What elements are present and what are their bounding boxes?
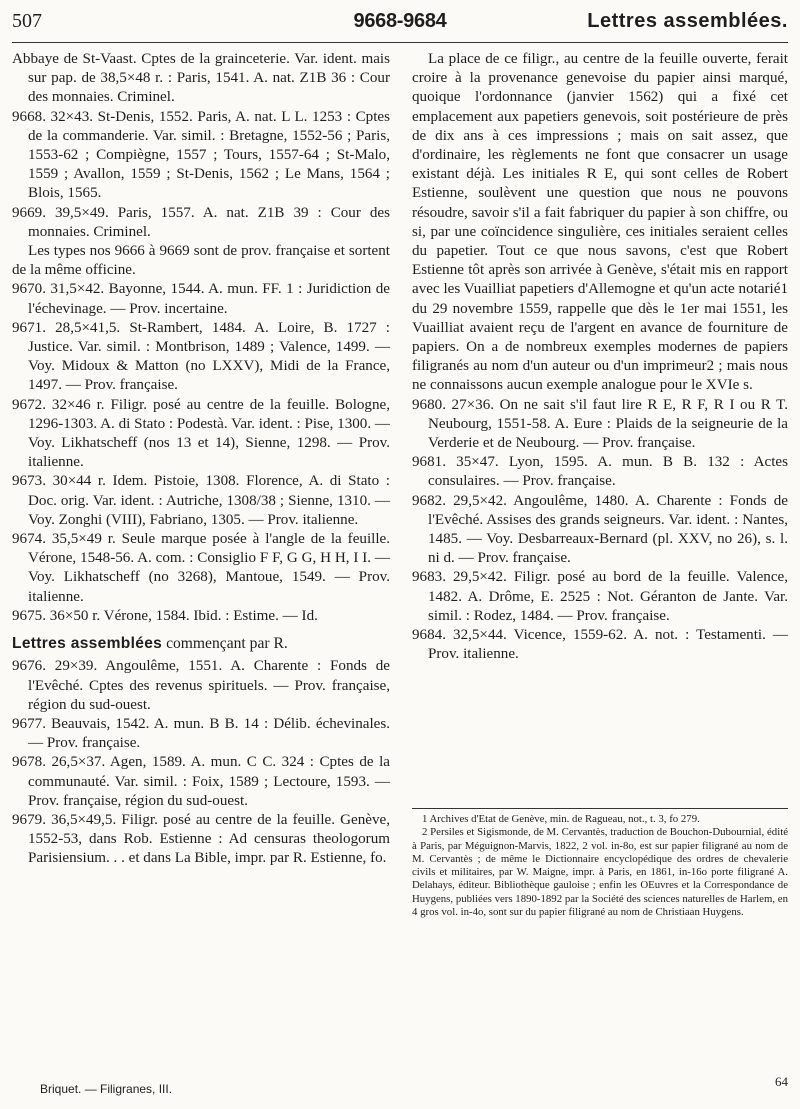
entry-9670: 9670. 31,5×42. Bayonne, 1544. A. mun. FF. 1 : Juridiction de l'échevinage. — Prov. incertaine. [12, 281, 390, 317]
sheet-number: 64 [775, 1074, 788, 1089]
right-column [412, 50, 788, 1096]
entry-9682: 9682. 29,5×42. Angoulême, 1480. A. Charente : Fonds de l'Evêché. Assises des grands seigneurs. Var. ident. : Nantes, 1485. — Voy. Desbarreaux-Bernard (pl. XXV, no 26), s. l. ni d. — Prov. française. [412, 492, 788, 567]
entry-9671: 9671. 28,5×41,5. St-Rambert, 1484. A. Loire, B. 1727 : Justice. Var. simil. : Montbrison, 1489 ; Valence, 1499. — Voy. Midoux & Matton (no LXXV), Midi de la France, 1497. — Prov. française. [12, 319, 390, 394]
footnote-2: 2 Persiles et Sigismonde, de M. Cervantès, traduction de Bouchon-Dubournial, édité à Paris, par Méguignon-Marvis, 1822, 2 vol. in-8o, est sur papier filigrané au nom de M. Cervantès ; de même le Dictionnaire encyclopédique des ordres de chevalerie civils et militaires, par W. Maigne, impr. à Paris, en 1861, in-16o porte filigrané A. Delahays, éditeur. Bibliothèque gauloise ; enfin les OEuvres et la Correspondance de Huygens, publiées vers 1890-1892 par la Société des sciences naturelles de Harlem, en 4 gros vol. in-4o, sont sur du papier filigrané au nom de Christiaan Huygens. [412, 826, 788, 919]
entry-range: 9668-9684 [353, 10, 447, 32]
entry-9675: 9675. 36×50 r. Vérone, 1584. Ibid. : Estime. — Id. [12, 607, 318, 624]
printer-signature: Briquet. — Filigranes, III. [40, 1082, 173, 1096]
entry-9683: 9683. 29,5×42. Filigr. posé au bord de la feuille. Valence, 1482. A. Drôme, E. 2525 : Not. Géranton de Jante. Var. simil. : Rodez, 1484. — Prov. française. [412, 569, 788, 624]
entry-9676: 9676. 29×39. Angoulême, 1551. A. Charente : Fonds de l'Evêché. Cptes des revenus spirituels. — Prov. française, région du sud-ouest. [12, 658, 390, 713]
section-heading [12, 634, 390, 653]
entry-9669: 9669. 39,5×49. Paris, 1557. A. nat. Z1B 39 : Cour des monnaies. Criminel. [12, 204, 390, 240]
page-number: 507 [12, 10, 42, 32]
entry-continued: Abbaye de St-Vaast. Cptes de la grainceterie. Var. ident. mais sur pap. de 38,5×48 r. : Paris, 1541. A. nat. Z1B 36 : Cour des monnaies. Criminel. [12, 51, 390, 106]
entry-9677: 9677. Beauvais, 1542. A. mun. B B. 14 : Délib. échevinales. — Prov. française. [12, 715, 390, 752]
section-heading-title: Lettres assemblées [12, 635, 163, 653]
entry-9680: 9680. 27×36. On ne sait s'il faut lire R E, R F, R I ou R T. Neubourg, 1551-58. A. Eure : Plaids de la seigneurie de la Verderie et de Neubourg. — Prov. française. [412, 396, 788, 452]
left-column [12, 50, 390, 1096]
entry-9673: 9673. 30×44 r. Idem. Pistoie, 1308. Florence, A. di Stato : Doc. orig. Var. ident. : Autriche, 1308/38 ; Sienne, 1310. — Voy. Zonghi (VIII), Fabriano, 1305. — Prov. italienne. [12, 473, 390, 528]
entry-9679: 9679. 36,5×49,5. Filigr. posé au centre de la feuille. Genève, 1552-53, dans Rob. Estienne : Ad censuras theologorum Parisiensium. . . et dans La Bible, impr. par R. Estienne, fo. [12, 811, 390, 867]
section-title-header: Lettres assemblées. [587, 10, 788, 32]
entry-note: Les types nos 9666 à 9669 sont de prov. française et sortent de la même officine. [12, 243, 390, 279]
commentary-paragraph: La place de ce filigr., au centre de la feuille ouverte, ferait croire à la provenance genevoise du papier ainsi marqué, quoique l'ordonnance (janvier 1562) qui a fixé cet emplacement aux papetiers genevois, soit postérieure de près de dix ans à ces impressions ; mais on sait assez, que d'ordinaire, les règlements ne font que consacrer un usage existant déjà. Les initiales R E, qui sont celles de Robert Estienne, soulèvent une question que nous ne pouvons résoudre, savoir s'il a fait fabriquer du papier à son chiffre, ou si, par une coïncidence singulière, ces initiales seraient celles du papetier. Tout ce que nous savons, c'est que Robert Estienne tôt après son arrivée à Genève, s'était mis en rapport avec les Vuailliat papetiers d'Allemogne et qu'un acte notarié1 du 29 novembre 1559, rappelle que dès le 1er mai 1551, les Vuailliat avaient reçu de l'argent en avance de fourniture de papiers. On a de nombreux exemples modernes de papiers filigranés au nom d'un auteur ou d'un imprimeur2 ; mais nous ne connaissons aucun exemple analogue pour le XVIe s. [412, 51, 788, 394]
entry-9672: 9672. 32×46 r. Filigr. posé au centre de la feuille. Bologne, 1296-1303. A. di Stato : Podestà. Var. ident. : Pise, 1300. — Voy. Likhatscheff (nos 13 et 14), Sienne, 1298. — Prov. italienne. [12, 396, 390, 471]
header-rule [12, 42, 788, 43]
running-header [12, 10, 788, 36]
entry-9668: 9668. 32×43. St-Denis, 1552. Paris, A. nat. L L. 1253 : Cptes de la commanderie. Var. simil. : Bretagne, 1552-56 ; Paris, 1553-62 ; Compiègne, 1557 ; Tours, 1557-64 ; St-Malo, 1559 ; Avallon, 1559 ; St-Denis, 1562 ; Le Mans, 1564 ; Blois, 1565. [12, 108, 390, 202]
footnotes [412, 808, 788, 919]
section-heading-rest: commençant par R. [166, 635, 288, 653]
entry-9674: 9674. 35,5×49 r. Seule marque posée à l'angle de la feuille. Vérone, 1548-56. A. com. : Consiglio F F, G G, H H, I I. — Voy. Likhatscheff (no 3268), Mantoue, 1549. — Prov. italienne. [12, 531, 390, 605]
entry-9681: 9681. 35×47. Lyon, 1595. A. mun. B B. 132 : Actes consulaires. — Prov. française. [412, 454, 788, 490]
entry-9678: 9678. 26,5×37. Agen, 1589. A. mun. C C. 324 : Cptes de la communauté. Var. simil. : Foix, 1589 ; Lectoure, 1593. — Prov. française, région du sud-ouest. [12, 754, 390, 809]
entry-9684: 9684. 32,5×44. Vicence, 1559-62. A. not. : Testamenti. — Prov. italienne. [412, 627, 788, 663]
footnote-1: 1 Archives d'Etat de Genève, min. de Ragueau, not., t. 3, fo 279. [422, 813, 700, 825]
